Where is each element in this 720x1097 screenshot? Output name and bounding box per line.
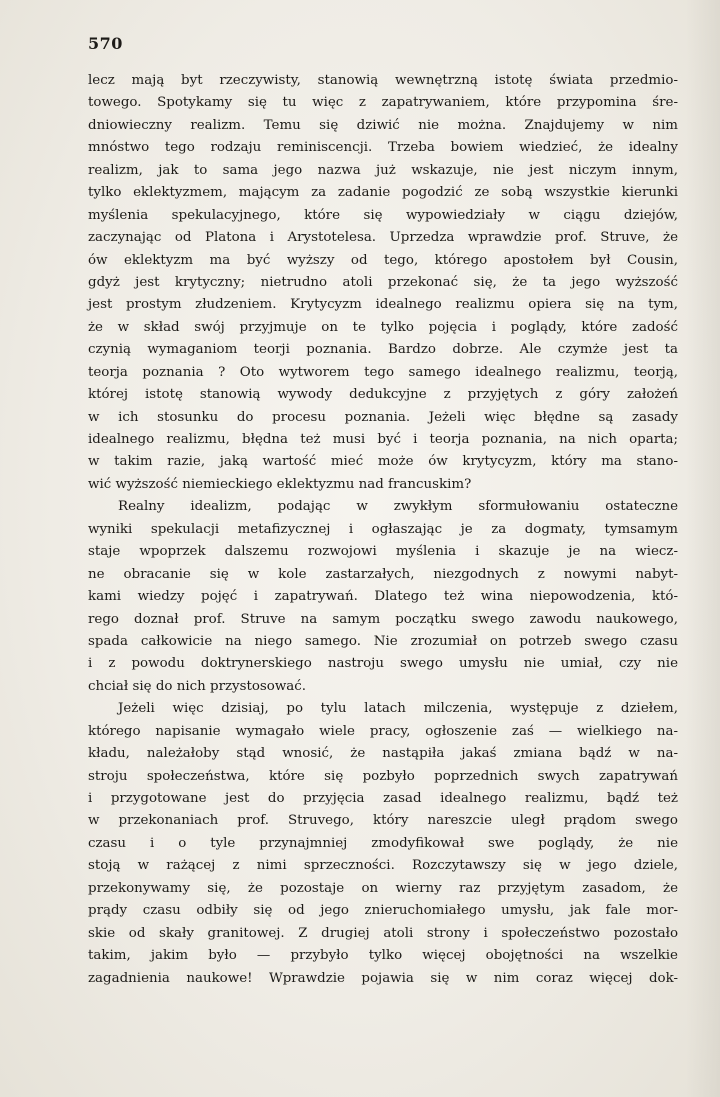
text-line: czasu i o tyle przynajmniej zmodyfikował swe poglądy, że nie bbox=[88, 835, 678, 851]
text-line: idealnego realizmu, błędna też musi być i teorja poznania, na nich oparta; bbox=[88, 432, 678, 447]
text-line: realizm, jak to sama jego nazwa już wskazuje, nie jest niczym innym, bbox=[88, 162, 678, 178]
text-line: w takim razie, jaką wartość mieć może ów krytycyzm, który ma stano- bbox=[88, 454, 678, 470]
text-line: wyniki spekulacji metafizycznej i ogłaszając je za dogmaty, tymsamym bbox=[88, 521, 678, 537]
text-line: jest prostym złudzeniem. Krytycyzm idealnego realizmu opiera się na tym, bbox=[88, 297, 678, 313]
text-line: tylko eklektyzmem, mającym za zadanie pogodzić ze sobą wszystkie kierunki bbox=[88, 185, 678, 201]
text-line: wić wyższość niemieckiego eklektyzmu nad francuskim? bbox=[88, 476, 472, 492]
text-line: że w skład swój przyjmuje on te tylko pojęcia i poglądy, które zadość bbox=[88, 319, 678, 335]
text-line: w ich stosunku do procesu poznania. Jeżeli więc błędne są zasady bbox=[88, 409, 678, 425]
page-number: 570 bbox=[88, 34, 123, 53]
text-line: którego napisanie wymagało wiele pracy, ogłoszenie zaś — wielkiego na- bbox=[88, 723, 678, 739]
text-line: towego. Spotykamy się tu więc z zapatrywaniem, które przypomina śre- bbox=[88, 95, 678, 111]
text-line: i przygotowane jest do przyjęcia zasad idealnego realizmu, bądź też bbox=[88, 791, 678, 806]
text-line: rego doznał prof. Struve na samym początku swego zawodu naukowego, bbox=[88, 611, 678, 627]
text-line: której istotę stanowią wywody dedukcyjne z przyjętych z góry założeń bbox=[88, 387, 678, 403]
text-line: prądy czasu odbiły się od jego znieruchomiałego umysłu, jak fale mor- bbox=[88, 903, 678, 919]
text-line: zagadnienia naukowe! Wprawdzie pojawia się w nim coraz więcej dok- bbox=[88, 970, 678, 986]
text-line: dniowieczny realizm. Temu się dziwić nie można. Znajdujemy w nim bbox=[88, 117, 678, 133]
text-line: ów eklektyzm ma być wyższy od tego, którego apostołem był Cousin, bbox=[88, 252, 678, 268]
text-line: kładu, należałoby stąd wnosić, że nastąpiła jakaś zmiana bądź w na- bbox=[88, 746, 678, 762]
text-line: Jeżeli więc dzisiaj, po tylu latach milczenia, występuje z dziełem, bbox=[118, 701, 678, 717]
text-line: czynią wymaganiom teorji poznania. Bardzo dobrze. Ale czymże jest ta bbox=[88, 342, 678, 358]
text-line: takim, jakim było — przybyło tylko więcej obojętności na wszelkie bbox=[88, 948, 678, 964]
text-line: mnóstwo tego rodzaju reminiscencji. Trzeba bowiem wiedzieć, że idealny bbox=[88, 140, 678, 156]
text-line: stroju społeczeństwa, które się pozbyło poprzednich swych zapatrywań bbox=[88, 768, 678, 784]
text-line: kami wiedzy pojęć i zapatrywań. Dlatego też wina niepowodzenia, któ- bbox=[88, 589, 678, 605]
text-line: staje wpoprzek dalszemu rozwojowi myślenia i skazuje je na wiecz- bbox=[88, 544, 678, 560]
text-line: chciał się do nich przystosować. bbox=[88, 678, 307, 694]
text-line: gdyż jest krytyczny; nietrudno atoli przekonać się, że ta jego wyższość bbox=[88, 274, 678, 290]
text-line: ne obracanie się w kole zastarzałych, niezgodnych z nowymi nabyt- bbox=[88, 566, 678, 582]
text-line: spada całkowicie na niego samego. Nie zrozumiał on potrzeb swego czasu bbox=[88, 633, 678, 649]
text-line: zaczynając od Platona i Arystotelesa. Uprzedza wprawdzie prof. Struve, że bbox=[88, 230, 678, 246]
text-line: i z powodu doktrynerskiego nastroju swego umysłu nie umiał, czy nie bbox=[88, 656, 678, 672]
body-text bbox=[88, 70, 678, 990]
text-line: w przekonaniach prof. Struvego, który nareszcie uległ prądom swego bbox=[88, 813, 678, 829]
text-line: stoją w rażącej z nimi sprzeczności. Rozczytawszy się w jego dziele, bbox=[88, 858, 678, 874]
page-edge-shadow bbox=[686, 0, 720, 1097]
text-line: lecz mają byt rzeczywisty, stanowią wewnętrzną istotę świata przedmio- bbox=[88, 73, 678, 88]
text-line: myślenia spekulacyjnego, które się wypowiedziały w ciągu dziejów, bbox=[88, 207, 678, 223]
text-line: przekonywamy się, że pozostaje on wierny raz przyjętym zasadom, że bbox=[88, 880, 678, 896]
text-line: teorja poznania ? Oto wytworem tego samego idealnego realizmu, teorją, bbox=[88, 364, 678, 380]
text-line: skie od skały granitowej. Z drugiej atoli strony i społeczeństwo pozostało bbox=[88, 925, 678, 941]
text-line: Realny idealizm, podając w zwykłym sformułowaniu ostateczne bbox=[118, 499, 678, 515]
